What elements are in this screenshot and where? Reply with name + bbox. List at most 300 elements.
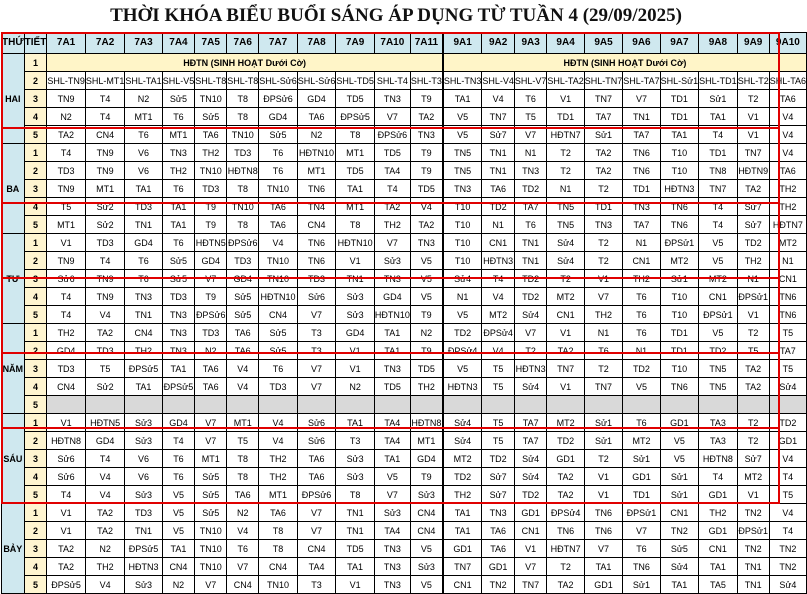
subject-cell: TD3	[227, 144, 259, 162]
table-row	[2, 324, 807, 342]
subject-cell: T3	[336, 432, 375, 450]
subject-cell: SHL-TD5	[336, 72, 375, 90]
subject-cell: V1	[47, 234, 86, 252]
subject-cell: T9	[195, 216, 227, 234]
subject-cell: TN3	[584, 216, 623, 234]
subject-cell: ĐPSử6	[195, 306, 227, 324]
subject-cell: TN10	[259, 180, 298, 198]
subject-cell: TA2	[737, 378, 769, 396]
subject-cell: TN10	[195, 522, 227, 540]
class-header: 9A10	[769, 33, 806, 54]
subject-cell: ĐPSử6	[297, 486, 336, 504]
subject-cell: TA6	[297, 450, 336, 468]
subject-cell: CN1	[699, 540, 738, 558]
subject-cell: TN6	[623, 558, 660, 576]
subject-cell: V1	[547, 90, 584, 108]
hdtn-banner: HĐTN (SINH HOẠT Dưới Cờ)	[443, 54, 806, 72]
subject-cell: T5	[769, 360, 806, 378]
subject-cell: HĐTN5	[85, 414, 125, 432]
subject-cell: HĐTN3	[482, 252, 515, 270]
subject-cell: TD3	[47, 162, 86, 180]
subject-cell: TA1	[660, 576, 699, 594]
subject-cell: V4	[227, 360, 259, 378]
subject-cell: T6	[623, 306, 660, 324]
period-number: 3	[24, 450, 47, 468]
subject-cell: T4	[162, 432, 195, 450]
subject-cell: TD1	[699, 144, 738, 162]
subject-cell: T8	[227, 468, 259, 486]
subject-cell: Sử1	[584, 126, 623, 144]
subject-cell: V1	[336, 252, 375, 270]
class-header: 9A8	[699, 33, 738, 54]
subject-cell: TD3	[259, 378, 298, 396]
subject-cell: TH2	[737, 252, 769, 270]
subject-cell: T4	[47, 486, 86, 504]
subject-cell: Sử5	[195, 504, 227, 522]
table-row	[2, 270, 807, 288]
subject-cell: SHL-TN3	[443, 72, 482, 90]
subject-cell: TA5	[699, 576, 738, 594]
subject-cell: T4	[85, 90, 125, 108]
empty-cell	[374, 396, 410, 414]
subject-cell: SHL-T3	[410, 72, 442, 90]
subject-cell: T9	[410, 468, 442, 486]
period-number: 1	[24, 54, 47, 72]
subject-cell: V5	[410, 288, 442, 306]
subject-cell: V4	[85, 468, 125, 486]
subject-cell: TN6	[660, 378, 699, 396]
subject-cell: TH2	[374, 216, 410, 234]
subject-cell: Sử4	[443, 432, 482, 450]
subject-cell: Sử3	[336, 306, 375, 324]
subject-cell: TA1	[699, 558, 738, 576]
subject-cell: TN3	[623, 198, 660, 216]
subject-cell: TN1	[514, 234, 547, 252]
subject-cell: T2	[547, 558, 584, 576]
subject-cell: TA1	[443, 90, 482, 108]
subject-cell: T8	[227, 450, 259, 468]
class-header: 7A1	[47, 33, 86, 54]
subject-cell: T5	[769, 486, 806, 504]
subject-cell: TA1	[336, 414, 375, 432]
subject-cell: V4	[85, 486, 125, 504]
empty-cell	[259, 396, 298, 414]
subject-cell: TA7	[623, 126, 660, 144]
subject-cell: TN6	[623, 162, 660, 180]
subject-cell: V1	[584, 468, 623, 486]
table-row	[2, 468, 807, 486]
period-number: 4	[24, 558, 47, 576]
subject-cell: Sử3	[125, 576, 162, 594]
class-header: 9A4	[547, 33, 584, 54]
subject-cell: T5	[737, 342, 769, 360]
subject-cell: T4	[769, 522, 806, 540]
subject-cell: TN3	[514, 162, 547, 180]
subject-cell: T6	[259, 144, 298, 162]
subject-cell: T2	[584, 360, 623, 378]
subject-cell: T8	[336, 486, 375, 504]
subject-cell: V1	[737, 126, 769, 144]
subject-cell: Sử7	[737, 198, 769, 216]
class-header: 7A10	[374, 33, 410, 54]
subject-cell: V7	[374, 108, 410, 126]
subject-cell: SHL-T8	[195, 72, 227, 90]
subject-cell: TA1	[336, 558, 375, 576]
period-number: 1	[24, 504, 47, 522]
period-number: 1	[24, 144, 47, 162]
subject-cell: SHL-V5	[162, 72, 195, 90]
subject-cell: N1	[623, 342, 660, 360]
subject-cell: TH2	[769, 198, 806, 216]
subject-cell: MT1	[85, 180, 125, 198]
subject-cell: TN9	[85, 162, 125, 180]
subject-cell: T8	[259, 522, 298, 540]
empty-cell	[514, 396, 547, 414]
subject-cell: TN5	[699, 378, 738, 396]
subject-cell: V1	[336, 360, 375, 378]
class-header: 7A4	[162, 33, 195, 54]
subject-cell: Sử1	[623, 450, 660, 468]
subject-cell: T6	[162, 108, 195, 126]
subject-cell: TN7	[514, 576, 547, 594]
subject-cell: CN1	[443, 576, 482, 594]
subject-cell: TN6	[769, 288, 806, 306]
subject-cell: SHL-TN7	[584, 72, 623, 90]
subject-cell: TA2	[374, 198, 410, 216]
subject-cell: Sử3	[374, 252, 410, 270]
subject-cell: TH2	[162, 162, 195, 180]
subject-cell: Sử7	[482, 126, 515, 144]
subject-cell: V1	[737, 306, 769, 324]
subject-cell: TN10	[195, 162, 227, 180]
subject-cell: TN10	[227, 198, 259, 216]
subject-cell: TN1	[336, 522, 375, 540]
subject-cell: HĐTN7	[547, 540, 584, 558]
empty-cell	[125, 396, 162, 414]
period-number: 2	[24, 252, 47, 270]
subject-cell: TA6	[769, 90, 806, 108]
subject-cell: TA6	[259, 198, 298, 216]
table-row	[2, 360, 807, 378]
empty-cell	[547, 396, 584, 414]
subject-cell: TA7	[514, 432, 547, 450]
class-header: 9A2	[482, 33, 515, 54]
subject-cell: SHL-Sử6	[259, 72, 298, 90]
subject-cell: TN1	[125, 306, 162, 324]
period-number: 2	[24, 162, 47, 180]
empty-cell	[623, 396, 660, 414]
subject-cell: TA6	[297, 108, 336, 126]
subject-cell: Sử5	[660, 540, 699, 558]
subject-cell: MT2	[769, 234, 806, 252]
subject-cell: T2	[584, 252, 623, 270]
subject-cell: TN6	[584, 522, 623, 540]
subject-cell: Sử5	[227, 306, 259, 324]
subject-cell: V5	[410, 252, 442, 270]
subject-cell: SHL-Sử1	[660, 72, 699, 90]
subject-cell: HĐTN7	[547, 126, 584, 144]
table-row	[2, 342, 807, 360]
subject-cell: HĐTN9	[737, 162, 769, 180]
subject-cell: TD2	[443, 324, 482, 342]
subject-cell: V5	[162, 486, 195, 504]
subject-cell: TN10	[195, 90, 227, 108]
subject-cell: T4	[699, 198, 738, 216]
subject-cell: TH2	[195, 144, 227, 162]
subject-cell: TN5	[547, 198, 584, 216]
subject-cell: TD3	[125, 198, 162, 216]
subject-cell: T10	[443, 198, 482, 216]
period-number: 3	[24, 360, 47, 378]
subject-cell: TH2	[259, 450, 298, 468]
subject-cell: TN3	[410, 234, 442, 252]
subject-cell: N1	[443, 288, 482, 306]
subject-cell: T6	[162, 234, 195, 252]
subject-cell: V5	[443, 306, 482, 324]
subject-cell: TN2	[737, 540, 769, 558]
subject-cell: MT2	[482, 306, 515, 324]
subject-cell: TN2	[769, 558, 806, 576]
subject-cell: TN3	[162, 342, 195, 360]
subject-cell: HĐTN8	[699, 450, 738, 468]
subject-cell: CN4	[162, 558, 195, 576]
subject-cell: TN6	[623, 144, 660, 162]
subject-cell: T6	[125, 252, 162, 270]
table-row	[2, 288, 807, 306]
subject-cell: V4	[769, 144, 806, 162]
subject-cell: V7	[514, 324, 547, 342]
subject-cell: CN4	[125, 324, 162, 342]
subject-cell: HĐTN10	[259, 288, 298, 306]
subject-cell: TD5	[336, 90, 375, 108]
subject-cell: Sử7	[737, 450, 769, 468]
day-label: BẢY	[2, 504, 25, 594]
table-row	[2, 162, 807, 180]
subject-cell: SHL-TA6	[769, 72, 806, 90]
subject-cell: Sử2	[85, 216, 125, 234]
period-number: 2	[24, 72, 47, 90]
subject-cell: TA1	[443, 522, 482, 540]
subject-cell: T4	[47, 306, 86, 324]
subject-cell: TD1	[660, 90, 699, 108]
subject-cell: V4	[482, 342, 515, 360]
subject-cell: TH2	[443, 486, 482, 504]
table-row	[2, 90, 807, 108]
subject-cell: GD4	[259, 108, 298, 126]
subject-cell: TN6	[769, 306, 806, 324]
table-row	[2, 432, 807, 450]
subject-cell: GD1	[482, 558, 515, 576]
subject-cell: TN5	[699, 360, 738, 378]
subject-cell: V5	[162, 504, 195, 522]
subject-cell: TD1	[584, 198, 623, 216]
subject-cell: HĐTN3	[125, 558, 162, 576]
subject-cell: TA7	[623, 216, 660, 234]
subject-cell: TD2	[623, 360, 660, 378]
subject-cell: N1	[623, 234, 660, 252]
subject-cell: TH2	[47, 324, 86, 342]
subject-cell: TA2	[584, 162, 623, 180]
subject-cell: GD4	[410, 450, 442, 468]
subject-cell: TA7	[514, 414, 547, 432]
table-row	[2, 414, 807, 432]
subject-cell: GD4	[162, 414, 195, 432]
subject-cell: N1	[769, 252, 806, 270]
subject-cell: V7	[195, 270, 227, 288]
subject-cell: T3	[297, 342, 336, 360]
header-row	[2, 33, 807, 54]
subject-cell: N2	[195, 342, 227, 360]
subject-cell: V1	[47, 522, 86, 540]
subject-cell: TN7	[737, 144, 769, 162]
subject-cell: Sử4	[514, 450, 547, 468]
subject-cell: T6	[623, 414, 660, 432]
subject-cell: V1	[336, 342, 375, 360]
subject-cell: TA2	[47, 540, 86, 558]
subject-cell: TN1	[482, 144, 515, 162]
subject-cell: Sử1	[660, 486, 699, 504]
subject-cell: Sử5	[195, 486, 227, 504]
table-row	[2, 126, 807, 144]
subject-cell: TA1	[162, 360, 195, 378]
subject-cell: SHL-T4	[374, 72, 410, 90]
subject-cell: GD1	[547, 450, 584, 468]
subject-cell: TA2	[737, 360, 769, 378]
subject-cell: TA1	[162, 540, 195, 558]
subject-cell: TA6	[227, 486, 259, 504]
subject-cell: ĐPSử5	[125, 360, 162, 378]
table-row	[2, 252, 807, 270]
subject-cell: TA6	[482, 180, 515, 198]
table-row	[2, 522, 807, 540]
subject-cell: TA4	[374, 414, 410, 432]
period-number: 3	[24, 540, 47, 558]
subject-cell: ĐPSử1	[699, 306, 738, 324]
subject-cell: V7	[514, 558, 547, 576]
subject-cell: V7	[195, 576, 227, 594]
subject-cell: V4	[769, 126, 806, 144]
subject-cell: Sử5	[259, 342, 298, 360]
subject-cell: T6	[514, 216, 547, 234]
subject-cell: TN10	[259, 252, 298, 270]
subject-cell: ĐPSử6	[259, 90, 298, 108]
day-label: TƯ	[2, 234, 25, 324]
subject-cell: SHL-TA1	[125, 72, 162, 90]
subject-cell: TD3	[227, 252, 259, 270]
subject-cell: Sử3	[125, 432, 162, 450]
subject-cell: V4	[769, 108, 806, 126]
subject-cell: T5	[482, 360, 515, 378]
subject-cell: T5	[514, 108, 547, 126]
subject-cell: TN9	[47, 90, 86, 108]
subject-cell: Sử6	[47, 270, 86, 288]
subject-cell: MT1	[297, 162, 336, 180]
subject-cell: TD1	[623, 486, 660, 504]
subject-cell: V5	[699, 252, 738, 270]
class-header: 7A5	[195, 33, 227, 54]
subject-cell: TD1	[623, 180, 660, 198]
subject-cell: T6	[162, 450, 195, 468]
subject-cell: Sử7	[482, 468, 515, 486]
subject-cell: GD4	[125, 234, 162, 252]
subject-cell: TA2	[410, 216, 442, 234]
subject-cell: T8	[227, 216, 259, 234]
subject-cell: Sử5	[195, 468, 227, 486]
subject-cell: Sử3	[125, 486, 162, 504]
subject-cell: Sử4	[443, 270, 482, 288]
period-number: 4	[24, 468, 47, 486]
subject-cell: Sử4	[769, 576, 806, 594]
subject-cell: CN4	[259, 558, 298, 576]
subject-cell: T2	[547, 144, 584, 162]
subject-cell: TD2	[769, 414, 806, 432]
subject-cell: TD2	[547, 432, 584, 450]
table-row	[2, 396, 807, 414]
subject-cell: TD3	[125, 504, 162, 522]
subject-cell: T6	[514, 90, 547, 108]
empty-cell	[227, 396, 259, 414]
subject-cell: MT1	[162, 126, 195, 144]
subject-cell: T9	[195, 288, 227, 306]
subject-cell: HĐTN3	[514, 360, 547, 378]
subject-cell: TA7	[514, 198, 547, 216]
subject-cell: TD2	[514, 288, 547, 306]
subject-cell: TN2	[769, 540, 806, 558]
subject-cell: V5	[410, 540, 442, 558]
subject-cell: TN10	[259, 270, 298, 288]
subject-cell: TA6	[259, 504, 298, 522]
hdtn-banner: HĐTN (SINH HOẠT Dưới Cờ)	[47, 54, 443, 72]
subject-cell: HĐTN7	[769, 216, 806, 234]
subject-cell: TA1	[336, 180, 375, 198]
subject-cell: HĐTN8	[47, 432, 86, 450]
subject-cell: T10	[443, 252, 482, 270]
period-number: 5	[24, 216, 47, 234]
subject-cell: T2	[584, 450, 623, 468]
table-row	[2, 216, 807, 234]
subject-cell: TD5	[374, 378, 410, 396]
subject-cell: ĐPSử1	[660, 234, 699, 252]
subject-cell: Sử5	[195, 108, 227, 126]
subject-cell: TN5	[547, 216, 584, 234]
subject-cell: TN6	[297, 180, 336, 198]
subject-cell: GD1	[623, 468, 660, 486]
subject-cell: TA1	[125, 378, 162, 396]
subject-cell: SHL-V7	[514, 72, 547, 90]
subject-cell: GD1	[699, 522, 738, 540]
class-header: 9A1	[443, 33, 482, 54]
subject-cell: V4	[482, 90, 515, 108]
subject-cell: TN9	[85, 270, 125, 288]
subject-cell: N2	[47, 108, 86, 126]
subject-cell: Sử5	[259, 126, 298, 144]
subject-cell: T2	[547, 270, 584, 288]
class-header: 9A3	[514, 33, 547, 54]
subject-cell: N2	[410, 324, 442, 342]
period-number: 4	[24, 288, 47, 306]
class-header: 7A8	[297, 33, 336, 54]
subject-cell: CN4	[47, 378, 86, 396]
subject-cell: TD3	[85, 342, 125, 360]
subject-cell: TD2	[699, 342, 738, 360]
subject-cell: Sử5	[162, 90, 195, 108]
subject-cell: HĐTN3	[443, 378, 482, 396]
subject-cell: V6	[125, 144, 162, 162]
subject-cell: T8	[227, 180, 259, 198]
class-header: 7A11	[410, 33, 442, 54]
subject-cell: GD1	[584, 576, 623, 594]
period-column-header: TIẾT	[24, 33, 47, 54]
